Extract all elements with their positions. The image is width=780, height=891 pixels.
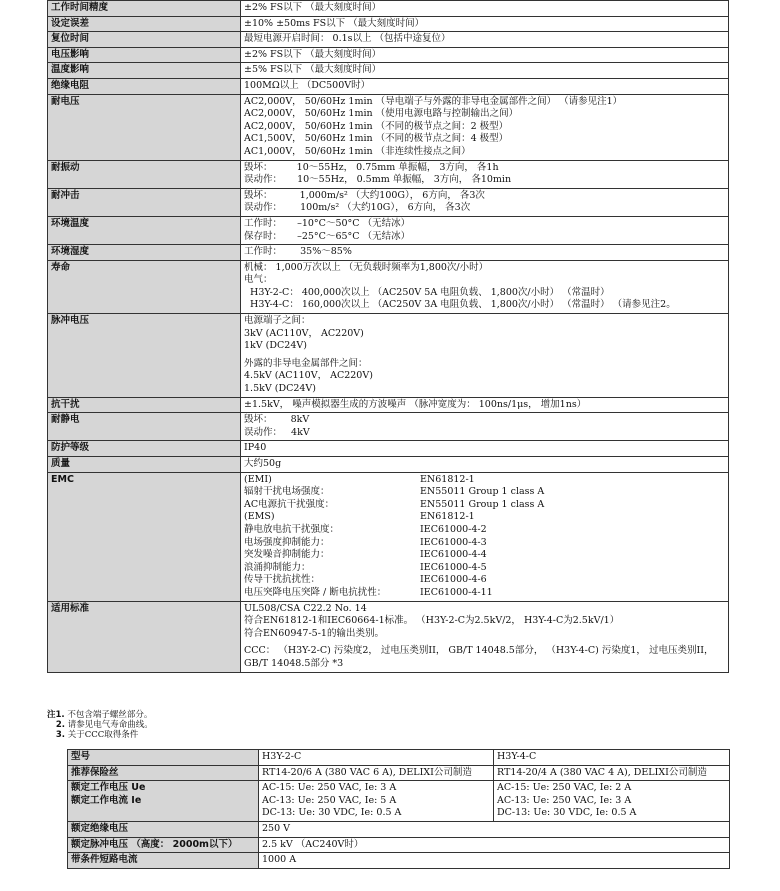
ccc-current-label: 额定工作电流 Ie xyxy=(71,794,142,806)
ccc-rating-b-line: AC-13: Ue: 250 VAC, Ie: 3 A xyxy=(497,794,632,806)
emc-item: 辐射干扰电场强度： xyxy=(244,486,330,498)
spec-value xyxy=(241,245,729,261)
ccc-insulation-label: 额定绝缘电压 xyxy=(68,821,259,837)
spec-line: 电气： xyxy=(244,274,273,286)
spec-row xyxy=(48,413,729,441)
spec-line: 100MΩ以上 （DC500V时） xyxy=(244,79,371,91)
spec-line: ±2% FS以下 （最大刻度时间） xyxy=(244,48,382,60)
ccc-impulse-row xyxy=(68,837,730,853)
standards-line: CCC： （H3Y-2-C) 污染度2， 过电压类别II， GB/T 14048.5部分， （H3Y-4-C) 污染度1， 过电压类别II， xyxy=(244,645,714,657)
spec-line: 毁坏： 10～55Hz， 0.75mm 单振幅， 3方向， 各1h xyxy=(244,161,499,173)
emc-standard: EN61812-1 xyxy=(420,473,475,485)
spec-line: 工作时： 35%～85% xyxy=(244,246,352,258)
spec-line: 最短电源开启时间： 0.1s以上 （包括中途复位） xyxy=(244,33,451,45)
emc-item: (EMS) xyxy=(244,511,275,523)
spec-label: 环境温度 xyxy=(48,216,241,244)
spec-line: 毁坏： 8kV xyxy=(244,414,310,426)
ccc-rating-a-line: AC-15: Ue: 250 VAC, Ie: 3 A xyxy=(262,782,397,794)
ccc-rating-a-line: DC-13: Ue: 30 VDC, Ie: 0.5 A xyxy=(262,807,402,819)
spec-line: 1.5kV (DC24V) xyxy=(244,383,316,395)
spec-value xyxy=(241,216,729,244)
ccc-shortcircuit-label: 带条件短路电流 xyxy=(68,853,259,869)
emc-item: 浪涌抑制能力： xyxy=(244,561,311,573)
standards-line: 符合EN61812-1和IEC60664-1标准。 （H3Y-2-C为2.5kV/2， H3Y-4-C为2.5kV/1） xyxy=(244,615,620,627)
note-2: 2. 请参见电气寿命曲线。 xyxy=(47,720,153,730)
standards-line: UL508/CSA C22.2 No. 14 xyxy=(244,602,367,614)
emc-standard: EN55011 Group 1 class A xyxy=(420,486,545,498)
spec-row xyxy=(48,314,729,398)
spec-line: ±10% ±50ms FS以下 （最大刻度时间） xyxy=(244,17,425,29)
ccc-insulation-row xyxy=(68,821,730,837)
spec-label: 设定误差 xyxy=(48,16,241,32)
spec-label: 环境湿度 xyxy=(48,245,241,261)
spec-line: 电源端子之间： xyxy=(244,315,311,327)
spec-line: 工作时： –10°C～50°C （无结冰） xyxy=(244,217,411,229)
standards-row xyxy=(48,601,729,672)
spec-line: AC2,000V， 50/60Hz 1min （不同的极节点之间：2 极型） xyxy=(244,120,509,132)
ccc-fuse-a: RT14-20/6 A (380 VAC 6 A), DELIXI公司制造 xyxy=(259,765,494,781)
spec-row xyxy=(48,32,729,48)
spec-line: 保存时： –25°C～65°C （无结冰） xyxy=(244,230,411,242)
spec-line: H3Y-4-C： 160,000次以上 （AC250V 3A 电阻负载、 1,800次/小时） （常温时） （请参见注2。 xyxy=(244,299,676,311)
spec-value xyxy=(241,47,729,63)
spec-line: ±2% FS以下 （最大刻度时间） xyxy=(244,2,382,13)
spec-row xyxy=(48,1,729,17)
ccc-rating-label xyxy=(68,781,259,822)
spec-line: 大约50g xyxy=(244,458,282,469)
spec-row xyxy=(48,216,729,244)
note-3: 3. 关于CCC取得条件 xyxy=(47,730,139,740)
spec-line: ±1.5kV， 噪声模拟器生成的方波噪声 （脉冲宽度为： 100ns/1μs， 增加1ns） xyxy=(244,398,587,410)
emc-item: AC电源抗干扰强度： xyxy=(244,498,335,510)
spec-line: 3kV (AC110V， AC220V) xyxy=(244,327,364,339)
spec-row xyxy=(48,188,729,216)
spec-line: 4.5kV (AC110V， AC220V) xyxy=(244,370,373,382)
standards-line: 符合EN60947-5-1的输出类别。 xyxy=(244,627,384,639)
ccc-impulse-label: 额定脉冲电压 （高度： 2000m以下） xyxy=(68,837,259,853)
spec-value xyxy=(241,78,729,94)
ccc-shortcircuit-row xyxy=(68,853,730,869)
spec-row xyxy=(48,457,729,473)
spec-value xyxy=(241,260,729,313)
ccc-header-row xyxy=(68,750,730,766)
spec-value xyxy=(241,94,729,160)
spec-line: 1kV (DC24V) xyxy=(244,340,307,352)
standards-value xyxy=(241,601,729,672)
spec-line: 机械： 1,000万次以上 （无负载时频率为1,800次/小时） xyxy=(244,261,489,273)
spec-value xyxy=(241,314,729,398)
spec-row xyxy=(48,63,729,79)
emc-item: (EMI) xyxy=(244,473,272,485)
ccc-rating-b xyxy=(494,781,730,822)
ccc-rating-b-line: DC-13: Ue: 30 VDC, Ie: 0.5 A xyxy=(497,807,637,819)
emc-standard: IEC61000-4-3 xyxy=(420,536,487,548)
spec-line: 误动作： 10～55Hz， 0.5mm 单振幅， 3方向， 各10min xyxy=(244,174,512,186)
spec-label: 耐振动 xyxy=(48,160,241,188)
ccc-voltage-label: 额定工作电压 Ue xyxy=(71,782,146,794)
ccc-fuse-label: 推荐保险丝 xyxy=(68,765,259,781)
emc-item: 电场强度抑制能力： xyxy=(244,536,330,548)
spec-value xyxy=(241,397,729,413)
spec-value xyxy=(241,1,729,17)
spec-row xyxy=(48,397,729,413)
emc-value xyxy=(241,472,729,601)
emc-standard: IEC61000-4-2 xyxy=(420,523,487,535)
spec-value xyxy=(241,63,729,79)
spec-value xyxy=(241,32,729,48)
emc-grid xyxy=(244,474,725,600)
spec-label: 寿命 xyxy=(48,260,241,313)
spec-label: 工作时间精度 xyxy=(48,1,241,17)
ccc-conditions-table xyxy=(67,749,730,869)
spec-line: 误动作： 100m/s² （大约10G）， 6方向， 各3次 xyxy=(244,202,471,214)
ccc-fuse-b: RT14-20/4 A (380 VAC 4 A), DELIXI公司制造 xyxy=(494,765,730,781)
spec-line: ±5% FS以下 （最大刻度时间） xyxy=(244,64,382,76)
spec-line: H3Y-2-C： 400,000次以上 （AC250V 5A 电阻负载、 1,800次/小时） （常温时） xyxy=(244,286,610,298)
spec-value xyxy=(241,441,729,457)
emc-item: 静电放电抗干扰强度： xyxy=(244,523,340,535)
spec-label: 质量 xyxy=(48,457,241,473)
emc-standard: IEC61000-4-11 xyxy=(420,586,493,598)
spec-label: 电压影响 xyxy=(48,47,241,63)
spec-line: IP40 xyxy=(244,442,267,454)
spec-row xyxy=(48,245,729,261)
spec-row xyxy=(48,160,729,188)
emc-standard: EN61812-1 xyxy=(420,511,475,523)
spec-row xyxy=(48,47,729,63)
spec-table xyxy=(47,0,729,673)
ccc-rating-b-line: AC-15: Ue: 250 VAC, Ie: 2 A xyxy=(497,782,632,794)
spec-label: 耐静电 xyxy=(48,413,241,441)
spec-line: 毁坏： 1,000m/s² （大约100G）， 6方向， 各3次 xyxy=(244,189,485,201)
notes xyxy=(47,710,153,740)
emc-standard: IEC61000-4-5 xyxy=(420,561,487,573)
spec-row xyxy=(48,260,729,313)
spec-value xyxy=(241,413,729,441)
emc-item: 电压突降电压突降 / 断电抗扰性： xyxy=(244,586,387,598)
spec-row xyxy=(48,16,729,32)
spec-label: 耐电压 xyxy=(48,94,241,160)
spec-label: 防护等级 xyxy=(48,441,241,457)
spec-line: 外露的非导电金属部件之间： xyxy=(244,357,368,369)
spec-value xyxy=(241,160,729,188)
ccc-fuse-row xyxy=(68,765,730,781)
ccc-model-a: H3Y-2-C xyxy=(259,750,494,766)
spec-value xyxy=(241,188,729,216)
emc-standard: EN55011 Group 1 class A xyxy=(420,498,545,510)
spec-value xyxy=(241,457,729,473)
spec-line: AC1,000V， 50/60Hz 1min （非连续性接点之间） xyxy=(244,145,471,157)
spec-label: 脉冲电压 xyxy=(48,314,241,398)
emc-item: 传导干扰抗扰性： xyxy=(244,574,321,586)
emc-item: 突发噪音抑制能力： xyxy=(244,549,330,561)
spec-line: 误动作： 4kV xyxy=(244,426,310,438)
ccc-model-b: H3Y-4-C xyxy=(494,750,730,766)
spec-line: AC2,000V， 50/60Hz 1min （使用电源电路与控制输出之间） xyxy=(244,108,519,120)
ccc-rating-a-line: AC-13: Ue: 250 VAC, Ie: 5 A xyxy=(262,794,397,806)
ccc-shortcircuit-value: 1000 A xyxy=(259,853,730,869)
spec-line: AC1,500V， 50/60Hz 1min （不同的极节点之间：4 极型） xyxy=(244,133,509,145)
ccc-rating-row xyxy=(68,781,730,822)
spec-label: 温度影响 xyxy=(48,63,241,79)
ccc-insulation-value: 250 V xyxy=(259,821,730,837)
note-1: 注1. 不包含端子螺丝部分。 xyxy=(47,710,153,720)
spec-row xyxy=(48,441,729,457)
spec-line: AC2,000V， 50/60Hz 1min （导电端子与外露的非导电金属部件之间） （请参见注1） xyxy=(244,95,623,107)
ccc-model-label: 型号 xyxy=(68,750,259,766)
spec-value xyxy=(241,16,729,32)
spec-label: 抗干扰 xyxy=(48,397,241,413)
standards-label: 适用标准 xyxy=(48,601,241,672)
emc-standard: IEC61000-4-4 xyxy=(420,549,487,561)
spec-label: 复位时间 xyxy=(48,32,241,48)
ccc-impulse-value: 2.5 kV （AC240V时） xyxy=(259,837,730,853)
spec-label: 绝缘电阻 xyxy=(48,78,241,94)
emc-label: EMC xyxy=(48,472,241,601)
emc-standard: IEC61000-4-6 xyxy=(420,574,487,586)
emc-row xyxy=(48,472,729,601)
spec-row xyxy=(48,94,729,160)
ccc-rating-a xyxy=(259,781,494,822)
spec-label: 耐冲击 xyxy=(48,188,241,216)
standards-line: GB/T 14048.5部分 *3 xyxy=(244,657,344,669)
spec-row xyxy=(48,78,729,94)
